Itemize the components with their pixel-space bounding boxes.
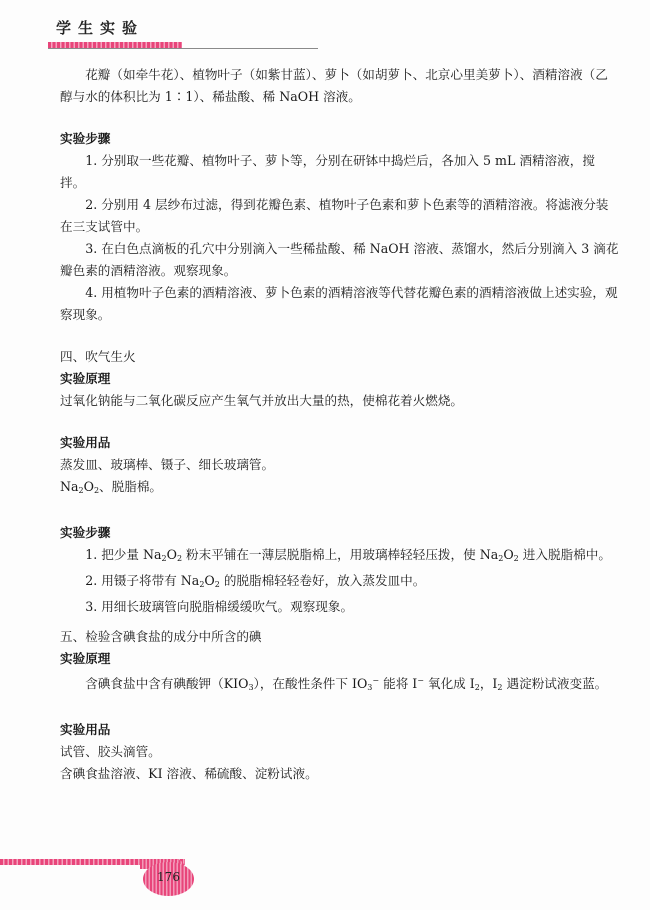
materials-line: 蒸发皿、玻璃棒、镊子、细长玻璃管。 [60, 457, 275, 472]
step-item: 1. 分别取一些花瓣、植物叶子、萝卜等，分别在研钵中捣烂后，各加入 5 mL 酒精溶液，搅拌。 [60, 153, 595, 190]
principle-heading: 实验原理 [60, 371, 111, 386]
experiment-4-title: 四、吹气生火 [60, 349, 136, 364]
materials-line: $Na_2O_2$、脱脂棉。 [60, 479, 163, 495]
principle-text: 过氧化钠能与二氧化碳反应产生氧气并放出大量的热，使棉花着火燃烧。 [60, 393, 463, 408]
materials-heading: 实验用品 [60, 722, 111, 737]
step-item: 3. 用细长玻璃管向脱脂棉缓缓吹气。观察现象。 [85, 599, 354, 614]
step-item: 4. 用植物叶子色素的酒精溶液、萝卜色素的酒精溶液等代替花瓣色素的酒精溶液做上述实验，观察现象。 [60, 285, 618, 322]
steps-heading: 实验步骤 [60, 131, 111, 146]
materials-continued: 花瓣（如牵牛花）、植物叶子（如紫甘蓝）、萝卜（如胡萝卜、北京心里美萝卜）、酒精溶液（乙醇与水的体积比为 1∶1）、稀盐酸、稀 NaOH 溶液。 [60, 67, 608, 104]
experiment-5-title: 五、检验含碘食盐的成分中所含的碘 [60, 629, 262, 644]
page-header-title: 学生实验 [56, 19, 145, 37]
principle-text: 含碘食盐中含有碘酸钾$(KIO_3)$，在酸性条件下 $IO_3^-$ 能将 I− 氧化成 $I_2$，$I_2$ 遇淀粉试液变蓝。 [85, 676, 608, 692]
step-item: 2. 分别用 4 层纱布过滤，得到花瓣色素、植物叶子色素和萝卜色素等的酒精溶液。将滤液分装在三支试管中。 [60, 197, 609, 234]
step-item: 1. 把少量 $Na_2O_2$ 粉末平铺在一薄层脱脂棉上，用玻璃棒轻轻压拨，使 $Na_2O_2$ 进入脱脂棉中。 [85, 547, 611, 563]
principle-heading: 实验原理 [60, 651, 111, 666]
steps-heading: 实验步骤 [60, 525, 111, 540]
materials-heading: 实验用品 [60, 435, 111, 450]
step-item: 2. 用镊子将带有 $Na_2O_2$ 的脱脂棉轻轻卷好，放入蒸发皿中。 [85, 573, 426, 589]
step-item: 3. 在白色点滴板的孔穴中分别滴入一些稀盐酸、稀 NaOH 溶液、蒸馏水，然后分别滴入 3 滴花瓣色素的酒精溶液。观察现象。 [60, 241, 619, 278]
page-content [60, 64, 620, 785]
materials-line: 试管、胶头滴管。 [60, 744, 161, 759]
page-number: 176 [157, 870, 180, 884]
header-rule [48, 48, 318, 49]
materials-line: 含碘食盐溶液、KI 溶液、稀硫酸、淀粉试液。 [60, 766, 318, 781]
